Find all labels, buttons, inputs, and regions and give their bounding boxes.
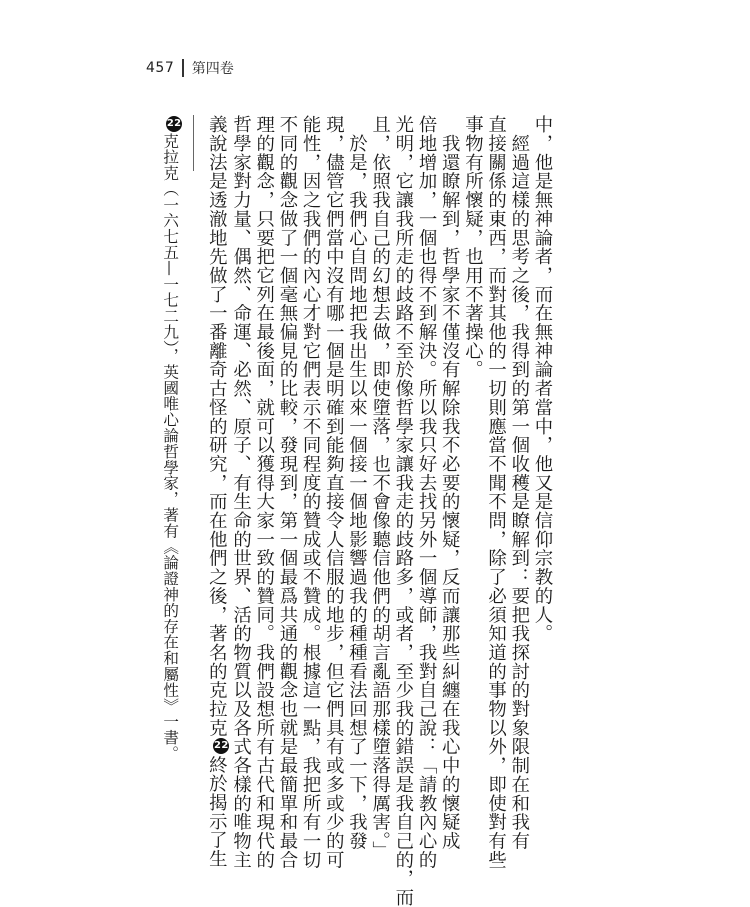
footnote-separator	[182, 115, 206, 640]
text-column-3: 直接關係的東西，而對其他的一切則應當不聞不問，除了必須知道的事物以外，即使對有些	[485, 115, 507, 869]
text-column-15	[206, 115, 229, 869]
footnote-ref-marker: 22	[213, 738, 229, 754]
column-15-text-b: 終於揭示了生	[206, 755, 228, 869]
text-column-6: 倍地增加，一個也得不到解決。所以我只好去找另外一個導師，我對自己說：「請教內心的	[416, 115, 438, 869]
text-column-1: 中，他是無神論者，而在無神論者當中，他又是信仰宗教的人。	[532, 115, 553, 643]
column-15-text-a: 義說法是透澈地先做了一番離奇古怪的研究，而在他們之後，著名的克拉克	[206, 115, 228, 738]
header-divider	[182, 59, 184, 77]
text-column-8: 且，依照我自己的幻想去做，即使墮落，也不會像聽信他們的胡言亂語那樣墮落得厲害。」	[369, 115, 391, 860]
text-column-2: 經過這樣的思考之後，我得到的第一個收穫是瞭解到：要把我探討的對象限制在和我有	[508, 115, 530, 851]
section-title: 第四卷	[191, 61, 234, 77]
footnote-text: 克拉克（一六七五—一七二九），英國唯心論哲學家，著有《論證神的存在和屬性》一書。	[161, 133, 180, 762]
text-column-12: 不同的觀念做了一個毫無偏見的比較，發現到，第一個最爲共通的觀念也就是最簡單和最合	[276, 115, 298, 869]
text-column-13: 理的觀念，只要把它列在最後面，就可以獲得大家一致的贊同。我們設想所有古代和現代的	[253, 115, 275, 869]
text-column-4: 事物有所懷疑，也用不著操心。	[462, 115, 484, 379]
running-header	[146, 58, 234, 78]
text-column-5: 我還瞭解到，哲學家不僅沒有解除我不必要的懷疑，反而讓那些糾纏在我心中的懷疑成	[439, 115, 461, 851]
text-column-14: 哲學家對力量、偶然、命運、必然、原子、有生命的世界、活的物質以及各式各樣的唯物主	[230, 115, 252, 869]
page-number: 457	[146, 60, 175, 76]
footnote-marker: 22	[166, 116, 182, 132]
footnote	[161, 115, 182, 762]
text-column-9: 於是，我們心自問地把我出生以來一個接一個地影響過我的種種看法回想了一下，我發	[346, 115, 368, 851]
text-column-10: 現，儘管它們當中沒有哪一個是明確到能夠直接令人信服的地步，但它們具有或多或少的可	[323, 115, 345, 869]
vertical-text-block	[161, 115, 554, 907]
text-column-11: 能性，因之我們的內心才對它們表示不同程度的贊成或不贊成。根據這一點，我把所有一切	[300, 115, 322, 869]
text-column-7: 光明，它讓我所走的歧路不至於像哲學家讓我走的歧路多，或者，至少我的錯誤是我自己的，而	[392, 115, 414, 907]
